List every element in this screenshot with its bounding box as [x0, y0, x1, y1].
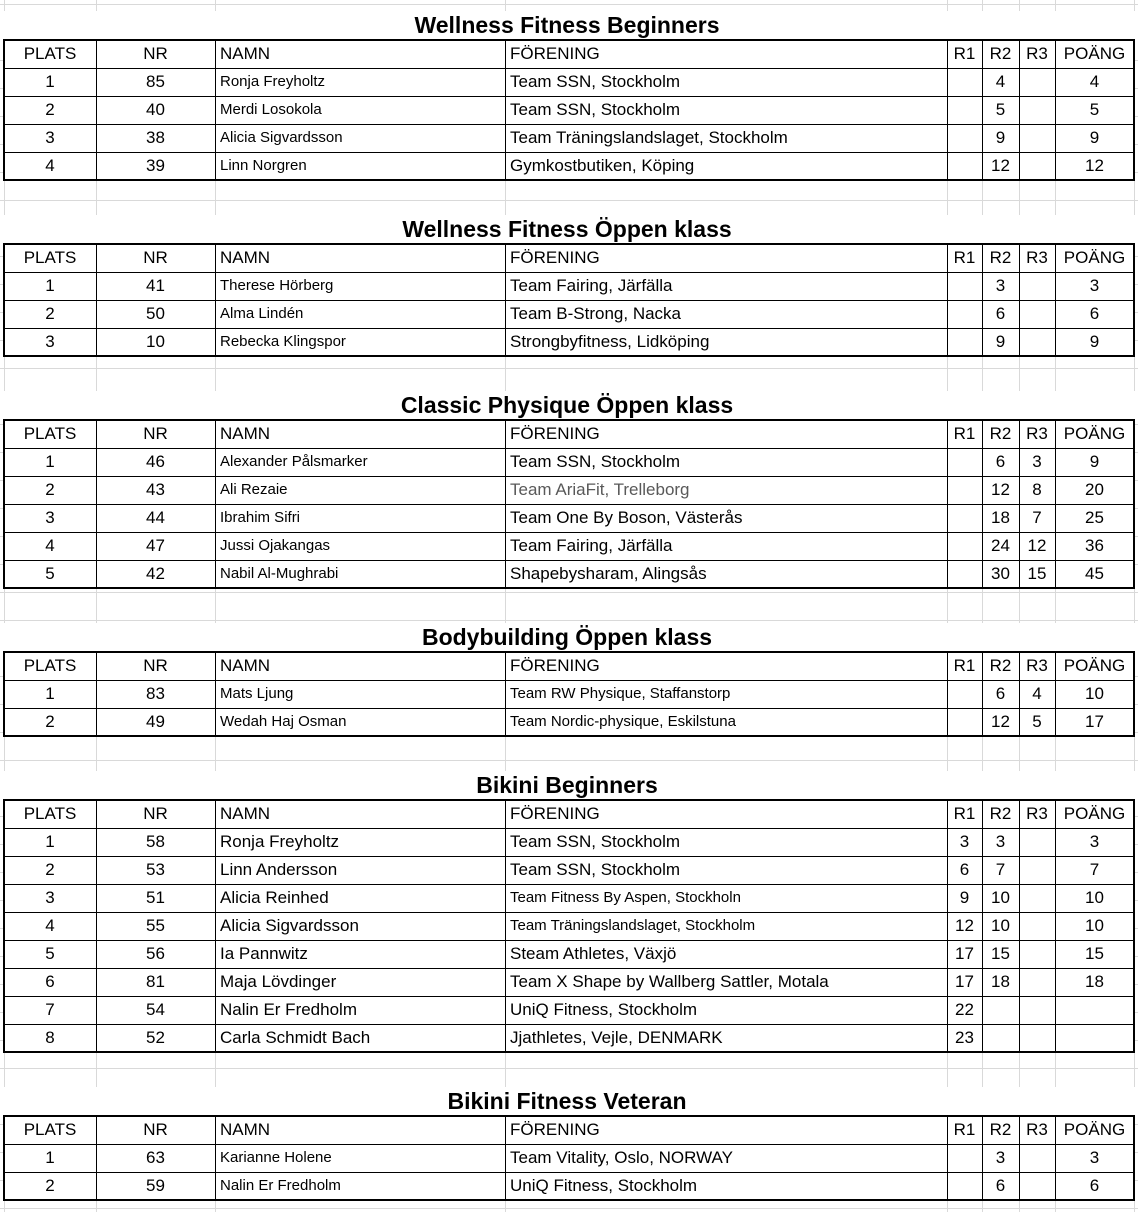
cell-nr: 43 — [146, 480, 165, 499]
column-header-r2: R2 — [989, 1120, 1012, 1139]
column-header-r3: R3 — [1026, 44, 1048, 63]
cell-plats: 3 — [45, 888, 55, 907]
column-header-namn: NAMN — [220, 804, 271, 823]
cell-poang: 45 — [1085, 564, 1104, 583]
cell-r3 — [1019, 968, 1055, 996]
cell-nr: 47 — [146, 536, 165, 555]
cell-poang — [1055, 996, 1134, 1024]
cell-r3 — [1019, 884, 1055, 912]
cell-plats: 4 — [45, 536, 55, 555]
column-header-r3: R3 — [1026, 248, 1048, 267]
cell-r2: 10 — [991, 916, 1010, 935]
cell-poang: 20 — [1085, 480, 1104, 499]
cell-forening: Team Träningslandslaget, Stockholm — [510, 128, 788, 147]
cell-plats: 2 — [45, 100, 55, 119]
column-header-r1: R1 — [953, 1120, 976, 1139]
column-header-r1: R1 — [953, 656, 976, 675]
cell-namn: Wedah Haj Osman — [220, 713, 347, 730]
cell-plats: 7 — [45, 1000, 55, 1019]
column-header-namn: NAMN — [220, 656, 271, 675]
cell-r3 — [1019, 940, 1055, 968]
cell-forening: Team Nordic-physique, Eskilstuna — [510, 713, 736, 730]
cell-r2: 18 — [991, 972, 1010, 991]
cell-namn: Ia Pannwitz — [220, 944, 308, 963]
cell-namn: Linn Norgren — [220, 157, 307, 174]
cell-namn: Ibrahim Sifri — [220, 509, 301, 526]
cell-r3: 5 — [1032, 712, 1042, 731]
cell-r3 — [1019, 1172, 1055, 1200]
cell-r3 — [1019, 300, 1055, 328]
cell-namn: Maja Lövdinger — [220, 972, 337, 991]
cell-poang: 3 — [1089, 276, 1100, 295]
cell-r3: 15 — [1027, 564, 1047, 583]
cell-namn: Nalin Er Fredholm — [220, 1000, 357, 1019]
column-header-poang: POÄNG — [1063, 44, 1126, 63]
cell-nr: 44 — [146, 508, 165, 527]
cell-plats: 5 — [45, 564, 55, 583]
column-header-r2: R2 — [989, 44, 1012, 63]
cell-nr: 85 — [146, 72, 165, 91]
cell-forening: Team Träningslandslaget, Stockholm — [510, 917, 756, 934]
cell-r1 — [947, 476, 982, 504]
cell-forening: UniQ Fitness, Stockholm — [510, 1176, 698, 1195]
cell-r3: 12 — [1027, 536, 1047, 555]
cell-forening: Team Fairing, Järfälla — [510, 536, 673, 555]
cell-namn: Mats Ljung — [220, 685, 294, 702]
cell-r1 — [947, 448, 982, 476]
cell-plats: 3 — [45, 508, 55, 527]
section-title: Wellness Fitness Beginners — [414, 12, 720, 38]
column-header-nr: NR — [143, 656, 168, 675]
cell-nr: 59 — [146, 1176, 165, 1195]
cell-r3: 3 — [1032, 452, 1042, 471]
cell-r3 — [1019, 856, 1055, 884]
cell-nr: 63 — [146, 1148, 165, 1167]
cell-namn: Jussi Ojakangas — [220, 537, 331, 554]
cell-nr: 10 — [146, 332, 165, 351]
column-header-namn: NAMN — [220, 248, 271, 267]
cell-poang: 9 — [1089, 332, 1100, 351]
column-header-nr: NR — [143, 424, 168, 443]
section-title: Bodybuilding Öppen klass — [421, 624, 713, 650]
cell-r1 — [947, 708, 982, 736]
cell-plats: 6 — [45, 972, 55, 991]
cell-forening: Team AriaFit, Trelleborg — [510, 480, 690, 499]
cell-plats: 4 — [45, 916, 55, 935]
cell-r2: 6 — [995, 684, 1006, 703]
cell-forening: Gymkostbutiken, Köping — [510, 156, 695, 175]
cell-r2: 15 — [991, 944, 1010, 963]
cell-forening: Team One By Boson, Västerås — [510, 508, 743, 527]
cell-poang: 15 — [1085, 944, 1104, 963]
cell-r1: 17 — [955, 972, 974, 991]
cell-poang: 9 — [1089, 452, 1100, 471]
cell-r1: 6 — [959, 860, 970, 879]
cell-r2: 12 — [991, 480, 1010, 499]
cell-r1 — [947, 96, 982, 124]
column-header-poang: POÄNG — [1063, 804, 1126, 823]
cell-nr: 50 — [146, 304, 165, 323]
column-header-poang: POÄNG — [1063, 248, 1126, 267]
cell-poang: 4 — [1089, 72, 1100, 91]
cell-poang: 10 — [1085, 684, 1104, 703]
sheet-gridline — [0, 592, 1138, 593]
cell-nr: 58 — [146, 832, 165, 851]
column-header-namn: NAMN — [220, 424, 271, 443]
section-title: Wellness Fitness Öppen klass — [402, 216, 732, 242]
cell-r2: 5 — [995, 100, 1006, 119]
cell-namn: Alma Lindén — [220, 305, 304, 322]
cell-namn: Linn Andersson — [220, 860, 338, 879]
cell-nr: 40 — [146, 100, 165, 119]
sheet-gridline — [0, 1068, 1138, 1069]
column-header-plats: PLATS — [23, 248, 77, 267]
cell-r2: 18 — [991, 508, 1010, 527]
cell-r3 — [1019, 68, 1055, 96]
cell-poang: 25 — [1085, 508, 1104, 527]
cell-namn: Nabil Al-Mughrabi — [220, 565, 339, 582]
column-header-namn: NAMN — [220, 1120, 271, 1139]
cell-forening: Team SSN, Stockholm — [510, 72, 681, 91]
cell-r3 — [1019, 828, 1055, 856]
cell-r1 — [947, 300, 982, 328]
cell-r3 — [1019, 152, 1055, 180]
cell-poang: 12 — [1085, 156, 1104, 175]
cell-nr: 83 — [146, 684, 165, 703]
cell-forening: Team Vitality, Oslo, NORWAY — [510, 1148, 733, 1167]
cell-r1 — [947, 328, 982, 356]
column-header-poang: POÄNG — [1063, 1120, 1126, 1139]
cell-poang: 6 — [1089, 1176, 1100, 1195]
cell-r2: 6 — [995, 452, 1006, 471]
cell-r2: 6 — [995, 1176, 1006, 1195]
cell-r3 — [1019, 1024, 1055, 1052]
column-header-nr: NR — [143, 1120, 168, 1139]
sheet-gridline — [0, 200, 1138, 201]
cell-plats: 2 — [45, 480, 55, 499]
cell-nr: 56 — [146, 944, 165, 963]
cell-r2: 12 — [991, 712, 1010, 731]
cell-r3 — [1019, 1144, 1055, 1172]
cell-plats: 2 — [45, 1176, 55, 1195]
column-header-nr: NR — [143, 804, 168, 823]
cell-namn: Nalin Er Fredholm — [220, 1177, 341, 1194]
sheet-gridline — [0, 620, 1138, 621]
cell-poang: 6 — [1089, 304, 1100, 323]
column-header-plats: PLATS — [23, 44, 77, 63]
column-header-r2: R2 — [989, 656, 1012, 675]
column-header-r1: R1 — [953, 804, 976, 823]
column-header-r2: R2 — [989, 248, 1012, 267]
cell-nr: 52 — [146, 1028, 165, 1047]
cell-r1 — [947, 532, 982, 560]
cell-plats: 1 — [45, 72, 55, 91]
column-header-r3: R3 — [1026, 424, 1048, 443]
cell-plats: 4 — [45, 156, 55, 175]
cell-poang: 10 — [1085, 888, 1104, 907]
cell-r3 — [1019, 96, 1055, 124]
cell-namn: Rebecka Klingspor — [220, 333, 346, 350]
cell-r1: 3 — [959, 832, 970, 851]
cell-forening: UniQ Fitness, Stockholm — [510, 1000, 698, 1019]
column-header-r3: R3 — [1026, 804, 1048, 823]
cell-r1 — [947, 124, 982, 152]
cell-poang: 3 — [1089, 1148, 1100, 1167]
column-header-r3: R3 — [1026, 656, 1048, 675]
cell-plats: 1 — [45, 832, 55, 851]
cell-namn: Alexander Pålsmarker — [220, 453, 368, 470]
cell-nr: 55 — [146, 916, 165, 935]
cell-nr: 41 — [146, 276, 165, 295]
cell-r1 — [947, 680, 982, 708]
cell-r3 — [1019, 124, 1055, 152]
cell-plats: 2 — [45, 712, 55, 731]
cell-r1: 9 — [959, 888, 970, 907]
cell-poang: 18 — [1085, 972, 1104, 991]
column-header-r1: R1 — [953, 44, 976, 63]
cell-poang: 5 — [1089, 100, 1100, 119]
cell-nr: 49 — [146, 712, 165, 731]
cell-r3: 4 — [1032, 684, 1042, 703]
cell-plats: 8 — [45, 1028, 55, 1047]
column-header-forening: FÖRENING — [510, 248, 600, 267]
column-header-plats: PLATS — [23, 1120, 77, 1139]
column-header-forening: FÖRENING — [510, 656, 600, 675]
cell-r2: 24 — [991, 536, 1010, 555]
cell-poang: 10 — [1085, 916, 1104, 935]
cell-plats: 1 — [45, 684, 55, 703]
cell-r1 — [947, 1172, 982, 1200]
cell-plats: 1 — [45, 276, 55, 295]
cell-r1 — [947, 560, 982, 588]
cell-r1 — [947, 504, 982, 532]
cell-poang: 17 — [1085, 712, 1104, 731]
cell-r3 — [1019, 996, 1055, 1024]
cell-r2: 3 — [995, 1148, 1006, 1167]
cell-r1: 17 — [955, 944, 974, 963]
cell-nr: 39 — [146, 156, 165, 175]
cell-nr: 42 — [146, 564, 165, 583]
cell-r2 — [982, 1024, 1019, 1052]
cell-nr: 51 — [146, 888, 165, 907]
cell-namn: Alicia Reinhed — [220, 888, 329, 907]
cell-forening: Team Fitness By Aspen, Stockholn — [510, 889, 741, 906]
column-header-r1: R1 — [953, 248, 976, 267]
cell-forening: Strongbyfitness, Lidköping — [510, 332, 710, 351]
cell-namn: Alicia Sigvardsson — [220, 129, 343, 146]
cell-nr: 53 — [146, 860, 165, 879]
cell-plats: 3 — [45, 332, 55, 351]
cell-namn: Merdi Losokola — [220, 101, 322, 118]
cell-namn: Alicia Sigvardsson — [220, 916, 359, 935]
cell-plats: 5 — [45, 944, 55, 963]
column-header-r2: R2 — [989, 804, 1012, 823]
cell-nr: 54 — [146, 1000, 165, 1019]
cell-r1: 22 — [955, 1000, 974, 1019]
cell-r1 — [947, 1144, 982, 1172]
sheet-gridline — [0, 368, 1138, 369]
cell-r3 — [1019, 912, 1055, 940]
sheet-gridline — [0, 4, 1138, 5]
cell-forening: Team SSN, Stockholm — [510, 100, 681, 119]
cell-r3 — [1019, 272, 1055, 300]
cell-forening: Shapebysharam, Alingsås — [510, 564, 707, 583]
column-header-forening: FÖRENING — [510, 1120, 600, 1139]
cell-nr: 46 — [146, 452, 165, 471]
cell-poang: 9 — [1089, 128, 1100, 147]
cell-r1 — [947, 68, 982, 96]
column-header-plats: PLATS — [23, 424, 77, 443]
sheet-gridline — [0, 1208, 1138, 1209]
cell-forening: Team SSN, Stockholm — [510, 452, 681, 471]
column-header-nr: NR — [143, 248, 168, 267]
cell-namn: Therese Hörberg — [220, 277, 334, 294]
cell-poang: 3 — [1089, 832, 1100, 851]
cell-namn: Ali Rezaie — [220, 481, 288, 498]
column-header-forening: FÖRENING — [510, 44, 600, 63]
cell-poang — [1055, 1024, 1134, 1052]
cell-r2: 10 — [991, 888, 1010, 907]
cell-forening: Team X Shape by Wallberg Sattler, Motala — [510, 972, 829, 991]
cell-plats: 2 — [45, 860, 55, 879]
cell-forening: Jjathletes, Vejle, DENMARK — [510, 1028, 723, 1047]
column-header-forening: FÖRENING — [510, 804, 600, 823]
cell-r3 — [1019, 328, 1055, 356]
cell-r3: 8 — [1032, 480, 1042, 499]
column-header-namn: NAMN — [220, 44, 271, 63]
cell-r2: 3 — [995, 276, 1006, 295]
cell-r2: 9 — [995, 332, 1006, 351]
column-header-r1: R1 — [953, 424, 976, 443]
cell-plats: 2 — [45, 304, 55, 323]
cell-r2: 12 — [991, 156, 1010, 175]
cell-r1: 23 — [955, 1028, 974, 1047]
column-header-forening: FÖRENING — [510, 424, 600, 443]
column-header-plats: PLATS — [23, 656, 77, 675]
cell-forening: Steam Athletes, Växjö — [510, 944, 677, 963]
cell-r1 — [947, 272, 982, 300]
cell-poang: 36 — [1085, 536, 1104, 555]
cell-r2: 30 — [991, 564, 1010, 583]
cell-plats: 1 — [45, 452, 55, 471]
sheet-gridline — [0, 760, 1138, 761]
cell-r3: 7 — [1032, 508, 1042, 527]
cell-forening: Team SSN, Stockholm — [510, 832, 681, 851]
cell-namn: Ronja Freyholtz — [220, 832, 340, 851]
cell-nr: 81 — [146, 972, 165, 991]
cell-forening: Team Fairing, Järfälla — [510, 276, 673, 295]
cell-r2: 4 — [995, 72, 1006, 91]
cell-nr: 38 — [146, 128, 165, 147]
cell-poang: 7 — [1089, 860, 1100, 879]
column-header-plats: PLATS — [23, 804, 77, 823]
cell-r2: 9 — [995, 128, 1006, 147]
cell-namn: Ronja Freyholtz — [220, 73, 326, 90]
cell-plats: 3 — [45, 128, 55, 147]
column-header-r3: R3 — [1026, 1120, 1048, 1139]
cell-namn: Carla Schmidt Bach — [220, 1028, 371, 1047]
cell-r1 — [947, 152, 982, 180]
section-title: Bikini Fitness Veteran — [447, 1088, 687, 1114]
cell-forening: Team RW Physique, Staffanstorp — [510, 685, 731, 702]
cell-r2 — [982, 996, 1019, 1024]
cell-namn: Karianne Holene — [220, 1149, 332, 1166]
cell-r2: 7 — [995, 860, 1006, 879]
cell-r2: 6 — [995, 304, 1006, 323]
column-header-poang: POÄNG — [1063, 656, 1126, 675]
cell-forening: Team SSN, Stockholm — [510, 860, 681, 879]
cell-r2: 3 — [995, 832, 1006, 851]
cell-forening: Team B-Strong, Nacka — [510, 304, 682, 323]
cell-plats: 1 — [45, 1148, 55, 1167]
cell-r1: 12 — [955, 916, 974, 935]
column-header-r2: R2 — [989, 424, 1012, 443]
column-header-nr: NR — [143, 44, 168, 63]
column-header-poang: POÄNG — [1063, 424, 1126, 443]
section-title: Bikini Beginners — [476, 772, 658, 798]
section-title: Classic Physique Öppen klass — [400, 392, 734, 418]
